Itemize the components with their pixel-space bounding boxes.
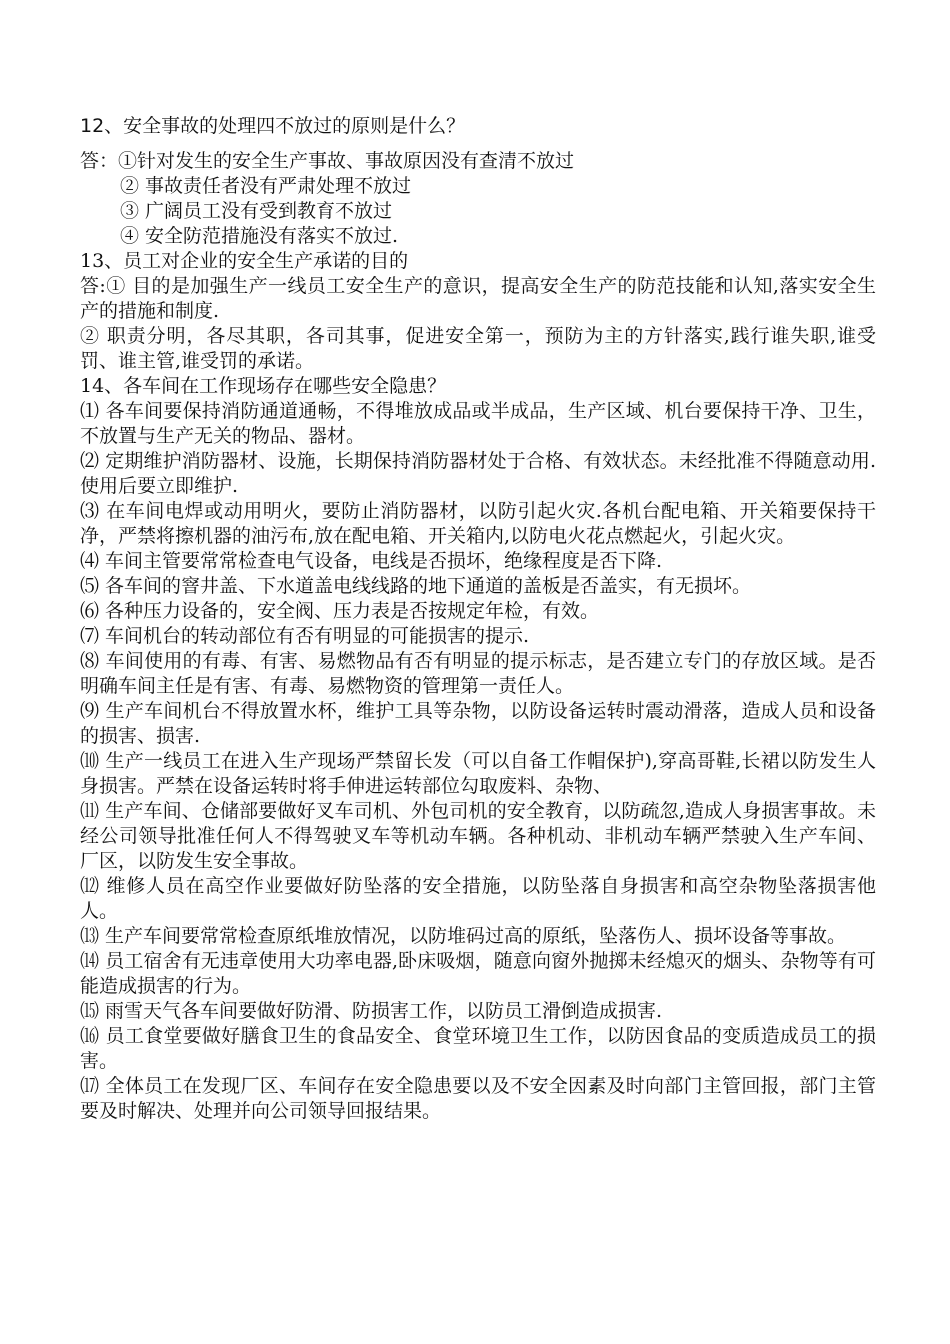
hazard-item-13: ⒀ 生产车间要常常检查原纸堆放情况，以防堆码过高的原纸，坠落伤人、损坏设备等事故。 bbox=[80, 925, 847, 947]
hazard-item-12: ⑿ 维修人员在高空作业要做好防坠落的安全措施，以防坠落自身损害和高空杂物坠落损害他人。 bbox=[80, 875, 876, 922]
question-12-title: 12、安全事故的处理四不放过的原则是什么？ bbox=[80, 115, 466, 137]
question-12-answer-4: ④ 安全防范措施没有落实不放过. bbox=[120, 225, 399, 247]
hazard-item-3: ⑶ 在车间电焊或动用明火，要防止消防器材，以防引起火灾.各机台配电箱、开关箱要保持干净，严禁将擦机器的油污布,放在配电箱、开关箱内,以防电火花点燃起火，引起火灾。 bbox=[80, 500, 876, 547]
hazard-item-10: ⑽ 生产一线员工在进入生产现场严禁留长发（可以自备工作帽保护),穿高哥鞋,长裙以防发生人身损害。严禁在设备运转时将手伸进运转部位勾取废料、杂物、 bbox=[80, 750, 876, 797]
hazard-item-17: ⒄ 全体员工在发现厂区、车间存在安全隐患要以及不安全因素及时向部门主管回报，部门主管要及时解决、处理并向公司领导回报结果。 bbox=[80, 1075, 876, 1122]
question-12-answer-3: ③ 广阔员工没有受到教育不放过 bbox=[120, 200, 393, 222]
question-12-answer-1: 答：①针对发生的安全生产事故、事故原因没有查清不放过 bbox=[80, 150, 575, 172]
hazard-item-15: ⒂ 雨雪天气各车间要做好防滑、防损害工作，以防员工滑倒造成损害. bbox=[80, 1000, 663, 1022]
hazard-list bbox=[80, 399, 876, 1124]
hazard-item-8: ⑻ 车间使用的有毒、有害、易燃物品有否有明显的提示标志，是否建立专门的存放区域。是否明确车间主任是有害、有毒、易燃物资的管理第一责任人。 bbox=[80, 650, 876, 697]
hazard-item-9: ⑼ 生产车间机台不得放置水杯，维护工具等杂物，以防设备运转时震动滑落，造成人员和设备的损害、损害. bbox=[80, 700, 876, 747]
question-13-answer-2: ② 职责分明，各尽其职，各司其事，促进安全第一，预防为主的方针落实,践行谁失职,谁受罚、谁主管,谁受罚的承诺。 bbox=[80, 325, 876, 372]
hazard-item-4: ⑷ 车间主管要常常检查电气设备，电线是否损坏，绝缘程度是否下降. bbox=[80, 550, 663, 572]
hazard-item-5: ⑸ 各车间的窨井盖、下水道盖电线线路的地下通道的盖板是否盖实，有无损坏。 bbox=[80, 575, 752, 597]
hazard-item-11: ⑾ 生产车间、仓储部要做好叉车司机、外包司机的安全教育，以防疏忽,造成人身损害事故。未经公司领导批准任何人不得驾驶叉车等机动车辆。各种机动、非机动车辆严禁驶入生产车间、厂区，以防发生安全事故。 bbox=[80, 800, 876, 872]
question-14-title: 14、各车间在工作现场存在哪些安全隐患？ bbox=[80, 375, 447, 397]
document-body bbox=[80, 114, 876, 1124]
question-13-title: 13、员工对企业的安全生产承诺的目的 bbox=[80, 250, 409, 272]
hazard-item-2: ⑵ 定期维护消防器材、设施，长期保持消防器材处于合格、有效状态。未经批准不得随意动用.使用后要立即维护. bbox=[80, 450, 876, 497]
hazard-item-6: ⑹ 各种压力设备的，安全阀、压力表是否按规定年检，有效。 bbox=[80, 600, 600, 622]
question-13-answer-1: 答:① 目的是加强生产一线员工安全生产的意识，提高安全生产的防范技能和认知,落实安全生产的措施和制度. bbox=[80, 275, 876, 322]
question-12-answer-2: ② 事故责任者没有严肃处理不放过 bbox=[120, 175, 412, 197]
hazard-item-14: ⒁ 员工宿舍有无违章使用大功率电器,卧床吸烟，随意向窗外抛掷未经熄灭的烟头、杂物等有可能造成损害的行为。 bbox=[80, 950, 876, 997]
hazard-item-7: ⑺ 车间机台的转动部位有否有明显的可能损害的提示. bbox=[80, 625, 530, 647]
hazard-item-16: ⒃ 员工食堂要做好膳食卫生的食品安全、食堂环境卫生工作，以防因食品的变质造成员工的损害。 bbox=[80, 1025, 876, 1072]
hazard-item-1: ⑴ 各车间要保持消防通道通畅，不得堆放成品或半成品，生产区域、机台要保持干净、卫生，不放置与生产无关的物品、器材。 bbox=[80, 400, 876, 447]
